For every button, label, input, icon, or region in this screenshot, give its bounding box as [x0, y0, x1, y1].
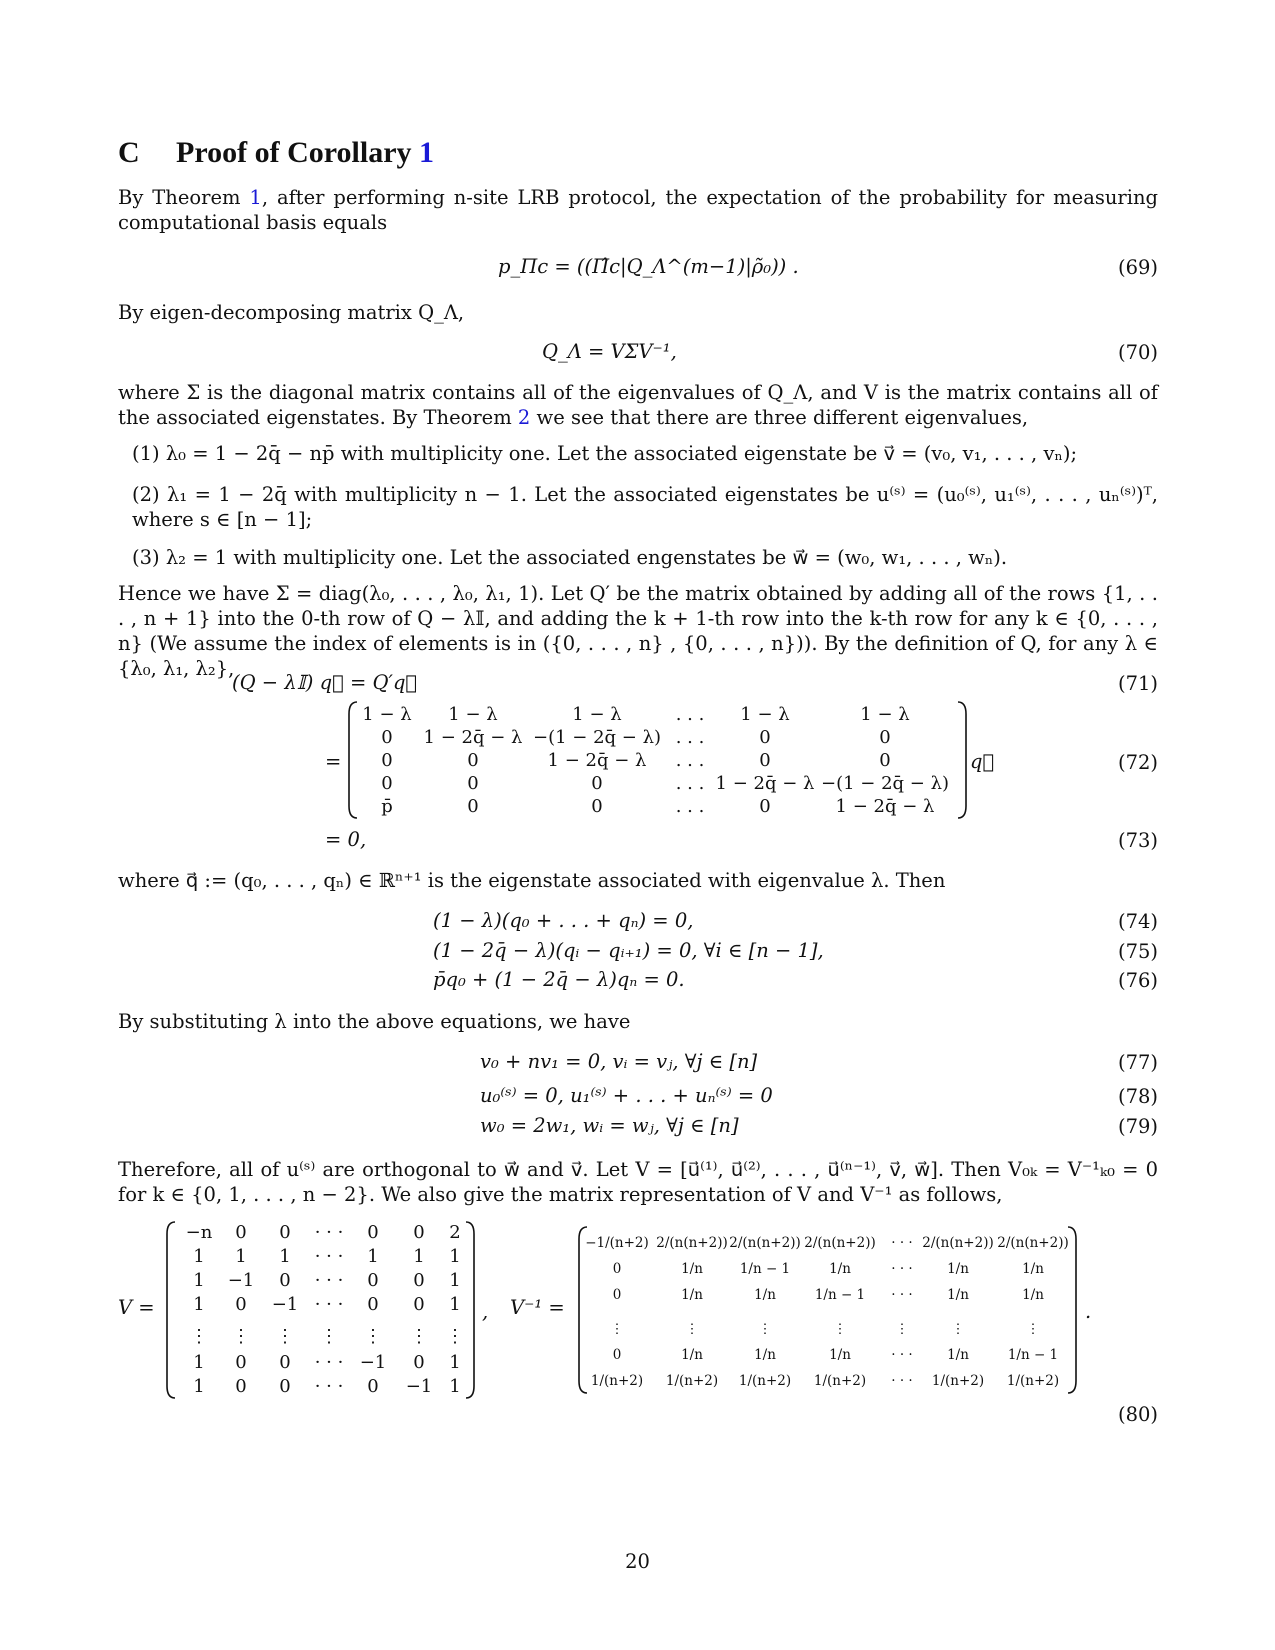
eq-number-80: (80): [1117, 1403, 1158, 1426]
comma: ,: [482, 1300, 489, 1323]
matrix-cell: −1: [405, 1376, 433, 1397]
left-bracket: [167, 1222, 175, 1398]
v-inverse-label: V⁻¹ =: [510, 1296, 565, 1319]
equation-73: = 0,: [325, 828, 367, 851]
matrix-cell: 0: [279, 1222, 291, 1243]
matrix-cell: · · ·: [314, 1294, 344, 1315]
matrix-cell: 1: [193, 1270, 205, 1291]
matrix-cell: −1: [227, 1270, 255, 1291]
paragraph-1: [118, 185, 1158, 235]
section-heading: [118, 136, 434, 170]
matrix-cell: · · ·: [891, 1261, 913, 1277]
equation-78: u₀⁽ˢ⁾ = 0, u₁⁽ˢ⁾ + . . . + uₙ⁽ˢ⁾ = 0: [480, 1084, 773, 1107]
matrix-cell: 1: [279, 1246, 291, 1267]
matrix-cell: 1/n: [1022, 1287, 1044, 1303]
theorem-1-link[interactable]: 1: [249, 186, 262, 209]
matrix-cell: 0: [367, 1294, 379, 1315]
matrix-cell: 2/(n(n+2)): [997, 1235, 1069, 1251]
matrix-cell: 1/n: [1022, 1261, 1044, 1277]
matrix-cell: 0: [759, 750, 771, 771]
matrix-cell: p̄: [381, 796, 393, 817]
matrix-cell: 1 − λ: [740, 704, 790, 725]
p3-text-b: we see that there are three different eigenvalues,: [530, 406, 1029, 429]
matrix-cell: 1: [193, 1294, 205, 1315]
matrix-cell: 1: [413, 1246, 425, 1267]
matrix-cell: 1: [235, 1246, 247, 1267]
matrix-cell: 0: [467, 773, 479, 794]
matrix-cell: 1/n: [681, 1287, 703, 1303]
eigenvalue-item-2: (2) λ₁ = 1 − 2q̄ with multiplicity n − 1. Let the associated eigenstates be u⁽ˢ⁾ = (u₀⁽ˢ⁾, u₁⁽ˢ⁾, . . . , uₙ⁽ˢ⁾)ᵀ, where s ∈ [n − 1];: [132, 483, 1158, 531]
eq-number-72: (72): [1117, 751, 1158, 774]
matrix-cell: 0: [381, 750, 393, 771]
eq-number-79: (79): [1117, 1115, 1158, 1138]
matrix-cell: 0: [279, 1376, 291, 1397]
matrix-cell: 1/n: [829, 1347, 851, 1363]
matrix-cell: 1 − 2q̄ − λ: [715, 773, 815, 794]
matrix-cell: 0: [612, 1347, 622, 1363]
section-number: C: [118, 136, 140, 169]
paragraph-2: By eigen-decomposing matrix Q_Λ,: [118, 301, 465, 324]
matrix-cell: · · ·: [314, 1352, 344, 1373]
matrix-cell: 1 − λ: [448, 704, 498, 725]
matrix-cell: . . .: [675, 750, 705, 771]
matrix-cell: 0: [879, 727, 891, 748]
matrix-cell: · · ·: [314, 1270, 344, 1291]
eq-number-77: (77): [1117, 1051, 1158, 1074]
equation-72-lhs: =: [325, 750, 342, 773]
matrix-cell: 2/(n(n+2)): [656, 1235, 728, 1251]
p1-text-b: , after performing n-site LRB protocol, the expectation of the probability for measuring computational basis equals: [118, 186, 1158, 234]
matrix-cell: 1/(n+2): [931, 1373, 985, 1389]
matrix-cell: ⋮: [951, 1321, 965, 1337]
matrix-cell: 1: [193, 1376, 205, 1397]
matrix-cell: 0: [591, 796, 603, 817]
matrix-cell: 1/n: [681, 1261, 703, 1277]
matrix-cell: 1: [449, 1352, 461, 1373]
matrix-cell: 0: [612, 1287, 622, 1303]
paragraph-5: where q⃗ := (q₀, . . . , qₙ) ∈ ℝⁿ⁺¹ is the eigenstate associated with eigenvalue λ. Then: [118, 869, 946, 892]
matrix-cell: 1/(n+2): [813, 1373, 867, 1389]
matrix-cell: −1/(n+2): [585, 1235, 649, 1251]
matrix-q-prime: [345, 700, 970, 820]
corollary-link[interactable]: 1: [419, 136, 435, 169]
equation-71: (Q − λ𝕀) q⃗ = Q′q⃗: [232, 671, 418, 694]
matrix-cell: 2: [449, 1222, 461, 1243]
matrix-cell: 2/(n(n+2)): [922, 1235, 994, 1251]
right-bracket: [1068, 1227, 1076, 1393]
page-number: 20: [625, 1550, 650, 1573]
matrix-cell: ⋮: [758, 1321, 772, 1337]
matrix-v: [163, 1220, 478, 1400]
matrix-cell: 1/n − 1: [814, 1287, 866, 1303]
eq-number-69: (69): [1117, 256, 1158, 279]
matrix-cell: 0: [235, 1376, 247, 1397]
matrix-cell: ⋮: [364, 1326, 382, 1347]
p3-text-a: where Σ is the diagonal matrix contains all of the eigenvalues of Q_Λ, and V is the matrix contains all of the associated eigenstates. By Theorem: [118, 381, 1158, 429]
matrix-cell: −1: [271, 1294, 299, 1315]
matrix-cell: 0: [612, 1261, 622, 1277]
equation-69: p_Πc = ((Π̂c|Q_Λ^(m−1)|ρ̃₀)) .: [498, 255, 799, 278]
matrix-cell: ⋮: [685, 1321, 699, 1337]
matrix-cell: 1/(n+2): [665, 1373, 719, 1389]
v-matrix-label: V =: [118, 1296, 155, 1319]
eq-number-70: (70): [1117, 341, 1158, 364]
matrix-cell: −1: [359, 1352, 387, 1373]
matrix-cell: 1: [367, 1246, 379, 1267]
paragraph-4: Hence we have Σ = diag(λ₀, . . . , λ₀, λ₁, 1). Let Q′ be the matrix obtained by adding all of the rows {1, . . . , n + 1} into the 0-th row of Q − λ𝕀, and adding the k + 1-th row into the k-th row for any k ∈ {0, . . . , n} (We assume the index of elements is in ({0, . . . , n} , {0, . . . , n})). By the definition of Q, for any λ ∈ {λ₀, λ₁, λ₂},: [118, 582, 1158, 680]
matrix-cell: 2/(n(n+2)): [804, 1235, 876, 1251]
matrix-cell: · · ·: [891, 1347, 913, 1363]
matrix-cell: 0: [413, 1222, 425, 1243]
matrix-cell: ⋮: [446, 1326, 464, 1347]
matrix-cell: 1/n: [947, 1261, 969, 1277]
equation-76: p̄q₀ + (1 − 2q̄ − λ)qₙ = 0.: [433, 968, 685, 991]
equation-74: (1 − λ)(q₀ + . . . + qₙ) = 0,: [433, 909, 694, 932]
matrix-cell: 0: [367, 1222, 379, 1243]
theorem-2-link[interactable]: 2: [517, 406, 531, 429]
paragraph-7: Therefore, all of u⁽ˢ⁾ are orthogonal to w⃗ and v⃗. Let V = [u⃗⁽¹⁾, u⃗⁽²⁾, . . . , u⃗⁽ⁿ⁻¹⁾, v⃗, w⃗]. Then V₀ₖ = V⁻¹ₖ₀ = 0 for k ∈ {0, 1, . . . , n − 2}. We also give the matrix representation of V and V⁻¹ as follows,: [118, 1158, 1158, 1206]
matrix-cell: . . .: [675, 773, 705, 794]
matrix-cell: . . .: [675, 796, 705, 817]
equation-79: w₀ = 2w₁, wᵢ = wⱼ, ∀j ∈ [n]: [480, 1114, 739, 1137]
matrix-cell: 0: [279, 1270, 291, 1291]
matrix-cell: 0: [381, 727, 393, 748]
matrix-cell: · · ·: [891, 1235, 913, 1251]
matrix-cell: 0: [413, 1352, 425, 1373]
matrix-cell: 0: [279, 1352, 291, 1373]
section-title: Proof of Corollary: [176, 136, 420, 169]
eq-number-75: (75): [1117, 940, 1158, 963]
matrix-cell: 0: [413, 1294, 425, 1315]
period: .: [1085, 1300, 1092, 1323]
matrix-cell: 0: [413, 1270, 425, 1291]
matrix-cell: 1: [193, 1352, 205, 1373]
matrix-cell: ⋮: [1026, 1321, 1040, 1337]
p1-text-a: By Theorem: [118, 186, 250, 209]
matrix-cell: 1: [449, 1376, 461, 1397]
matrix-cell: 1/n: [947, 1287, 969, 1303]
matrix-cell: 1/n: [754, 1287, 776, 1303]
eq-number-78: (78): [1117, 1085, 1158, 1108]
matrix-cell: 1/n: [829, 1261, 851, 1277]
matrix-cell: · · ·: [314, 1246, 344, 1267]
matrix-cell: ⋮: [610, 1321, 624, 1337]
matrix-cell: 1: [449, 1246, 461, 1267]
matrix-cell: 1/(n+2): [1006, 1373, 1060, 1389]
eq-number-71: (71): [1117, 672, 1158, 695]
matrix-cell: 1 − λ: [572, 704, 622, 725]
matrix-cell: . . .: [675, 704, 705, 725]
matrix-cell: 1/(n+2): [590, 1373, 644, 1389]
eigenvalue-item-1: (1) λ₀ = 1 − 2q̄ − np̄ with multiplicity one. Let the associated eigenstate be v⃗ = (v₀, v₁, . . . , vₙ);: [132, 442, 1078, 465]
eq-number-73: (73): [1117, 829, 1158, 852]
right-bracket: [958, 702, 966, 818]
matrix-cell: 1/n: [754, 1347, 776, 1363]
matrix-cell: 0: [759, 727, 771, 748]
matrix-cell: · · ·: [891, 1287, 913, 1303]
matrix-cell: 1 − 2q̄ − λ: [835, 796, 935, 817]
matrix-cell: −(1 − 2q̄ − λ): [820, 773, 950, 794]
matrix-cell: ⋮: [833, 1321, 847, 1337]
matrix-cell: 1/n − 1: [739, 1261, 791, 1277]
matrix-cell: 0: [591, 773, 603, 794]
matrix-cell: ⋮: [410, 1326, 428, 1347]
matrix-cell: 0: [381, 773, 393, 794]
eq-number-76: (76): [1117, 969, 1158, 992]
matrix-cell: 0: [367, 1270, 379, 1291]
matrix-cell: 1: [449, 1270, 461, 1291]
matrix-cell: −n: [185, 1222, 213, 1243]
matrix-cell: 1/n: [681, 1347, 703, 1363]
equation-77: v₀ + nv₁ = 0, vᵢ = vⱼ, ∀j ∈ [n]: [480, 1050, 758, 1073]
matrix-cell: 0: [879, 750, 891, 771]
matrix-cell: 0: [467, 750, 479, 771]
matrix-cell: 1/n: [947, 1347, 969, 1363]
matrix-cell: ⋮: [320, 1326, 338, 1347]
matrix-v-inverse: [575, 1225, 1080, 1395]
matrix-cell: . . .: [675, 727, 705, 748]
matrix-cell: 1 − 2q̄ − λ: [547, 750, 647, 771]
paragraph-3: [118, 380, 1158, 430]
paragraph-6: By substituting λ into the above equations, we have: [118, 1010, 631, 1033]
matrix-cell: 1: [193, 1246, 205, 1267]
q-vector: q⃗: [970, 750, 995, 773]
matrix-cell: 0: [367, 1376, 379, 1397]
matrix-cell: ⋮: [895, 1321, 909, 1337]
matrix-cell: ⋮: [232, 1326, 250, 1347]
left-bracket: [579, 1227, 587, 1393]
matrix-cell: 0: [759, 796, 771, 817]
matrix-cell: 1/(n+2): [738, 1373, 792, 1389]
eigenvalue-item-3: (3) λ₂ = 1 with multiplicity one. Let the associated engenstates be w⃗ = (w₀, w₁, . . . , wₙ).: [132, 546, 1008, 569]
matrix-cell: ⋮: [276, 1326, 294, 1347]
left-bracket: [349, 702, 357, 818]
matrix-cell: · · ·: [314, 1376, 344, 1397]
matrix-cell: 0: [235, 1222, 247, 1243]
equation-75: (1 − 2q̄ − λ)(qᵢ − qᵢ₊₁) = 0, ∀i ∈ [n − 1],: [433, 939, 824, 962]
matrix-cell: 0: [467, 796, 479, 817]
equation-70: Q_Λ = VΣV⁻¹,: [542, 340, 677, 363]
right-bracket: [466, 1222, 474, 1398]
matrix-cell: 0: [235, 1352, 247, 1373]
matrix-cell: 1 − λ: [362, 704, 412, 725]
matrix-cell: · · ·: [314, 1222, 344, 1243]
eq-number-74: (74): [1117, 910, 1158, 933]
matrix-cell: ⋮: [190, 1326, 208, 1347]
matrix-cell: −(1 − 2q̄ − λ): [532, 727, 662, 748]
matrix-cell: · · ·: [891, 1373, 913, 1389]
matrix-cell: 1 − 2q̄ − λ: [423, 727, 523, 748]
matrix-cell: 1 − λ: [860, 704, 910, 725]
matrix-cell: 1/n − 1: [1007, 1347, 1059, 1363]
matrix-cell: 1: [449, 1294, 461, 1315]
matrix-cell: 2/(n(n+2)): [729, 1235, 801, 1251]
matrix-cell: 0: [235, 1294, 247, 1315]
